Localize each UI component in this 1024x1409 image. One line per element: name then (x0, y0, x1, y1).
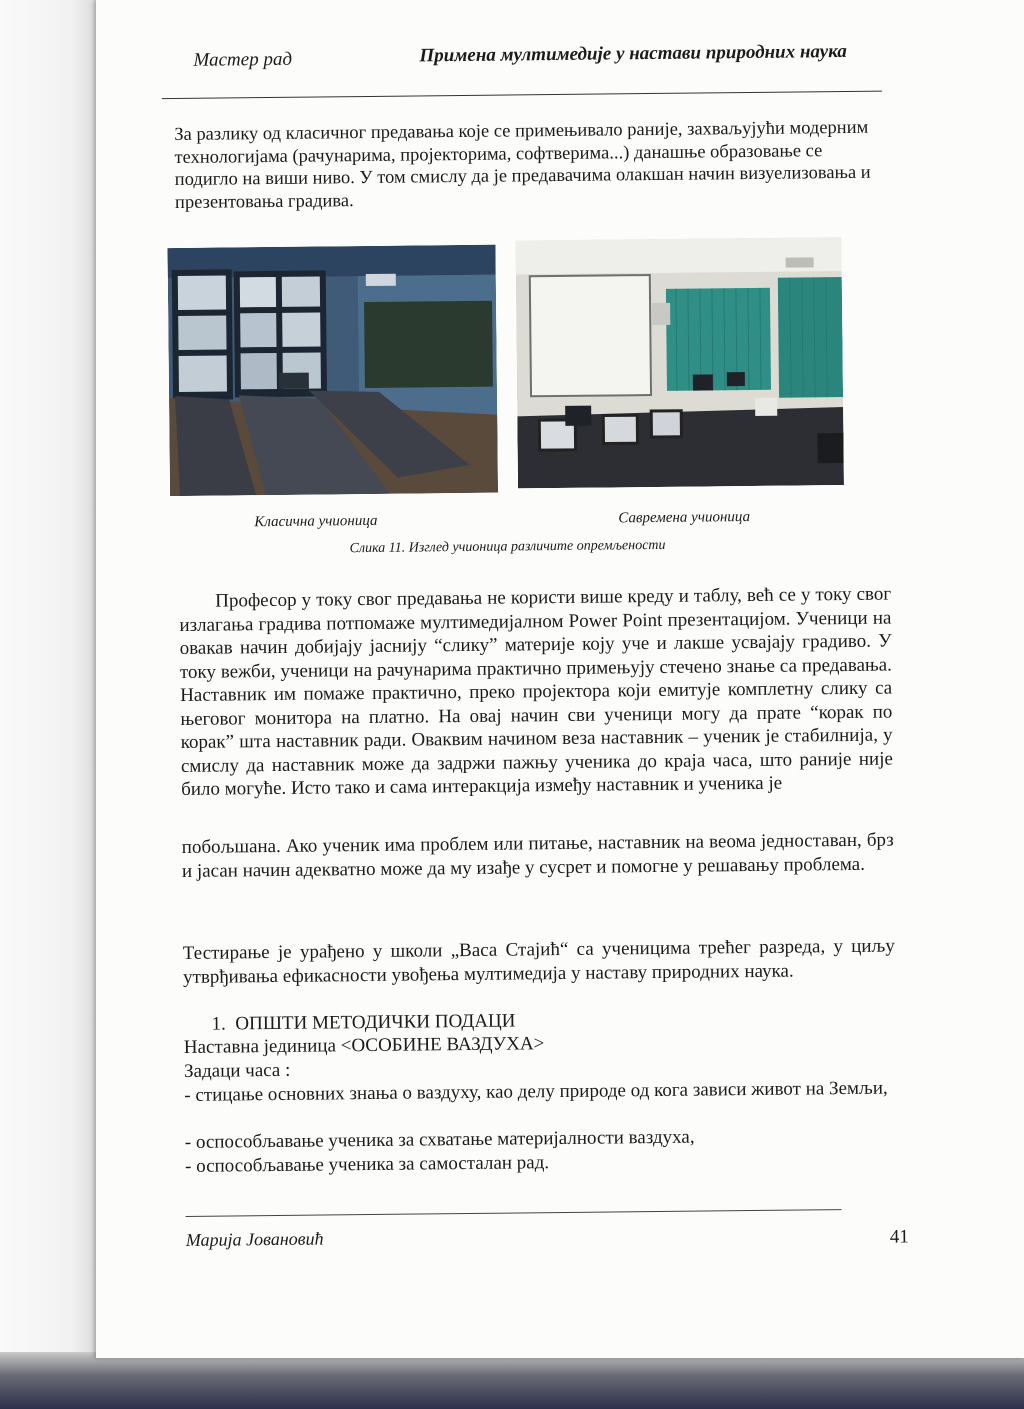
header-left: Мастер рад (193, 48, 293, 71)
task-item: - оспособљавање ученика за схватање материјалности ваздуха, (184, 1126, 695, 1153)
footer-author: Марија Јовановић (185, 1228, 324, 1250)
classic-classroom-photo (167, 245, 498, 496)
body-paragraph-4: Тестирање је урађено у школи „Васа Стајић“ са ученицима трећег разреда, у циљу утврђивања ефикасности увођења мултимедија у наставу природних наука. (182, 935, 895, 988)
section-heading (211, 1010, 515, 1035)
teaching-unit: Наставна јединица <ОСОБИНЕ ВАЗДУХА> (183, 1033, 545, 1058)
document-page (96, 0, 1024, 1358)
task-item: - стицање основних знања о ваздуху, као делу природе од кога зависи живот на Земљи, (184, 1077, 888, 1106)
header-right: Примена мултимедије у настави природних наука (419, 40, 847, 67)
section-title: ОПШТИ МЕТОДИЧКИ ПОДАЦИ (235, 1010, 516, 1035)
right-photo-caption: Савремена учионица (618, 509, 751, 527)
figure-caption: Слика 11. Изглед учионица различите опремљености (349, 537, 666, 557)
modern-classroom-photo (515, 237, 844, 488)
intro-paragraph: За разлику од класичног предавања које се примењивало раније, захваљујући модерним технологијама (рачунарима, пројекторима, софтверима...) данашње образовање се подигло на виши ниво. У том смислу да је предавачима олакшан начин визуелизовања и презентовања градива. (174, 117, 871, 213)
tasks-label: Задаци часа : (183, 1059, 291, 1082)
page-number: 41 (889, 1226, 909, 1248)
left-photo-caption: Класична учионица (254, 512, 378, 531)
scan-background (0, 0, 100, 1409)
body-paragraph-2: Професор у току свог предавања не користи више креду и таблу, већ се у току свог излагања градива потпомаже мултимедијалном Power Point презентацијом. Ученици на овакав начин добијају јаснију “слику” материје коју уче и лакше усвајају градиво. У току вежби, ученици на рачунарима практично примењују стечено знање са предавања. Наставник им помаже практично, преко пројектора који емитује комплетну слику са његовог монитора на платно. На овај начин сви ученици могу да прате “корак по корак” шта наставник ради. Оваквим начином веза наставник – ученик је стабилнија, у смислу да наставник може да задржи пажњу ученика до краја часа, што раније није било могуће. Исто тако и сама интеракција између наставник и ученика је (179, 583, 893, 800)
body-paragraph-3: побољшана. Ако ученик има проблем или питање, наставник на веома једноставан, брз и јасан начин адекватно може да му изађе у сусрет и помогне у решавању проблема. (181, 829, 894, 882)
task-item: - оспособљавање ученика за самосталан рад. (184, 1152, 550, 1177)
header-rule (162, 91, 882, 100)
section-number: 1. (211, 1013, 226, 1035)
footer-rule (186, 1209, 842, 1217)
